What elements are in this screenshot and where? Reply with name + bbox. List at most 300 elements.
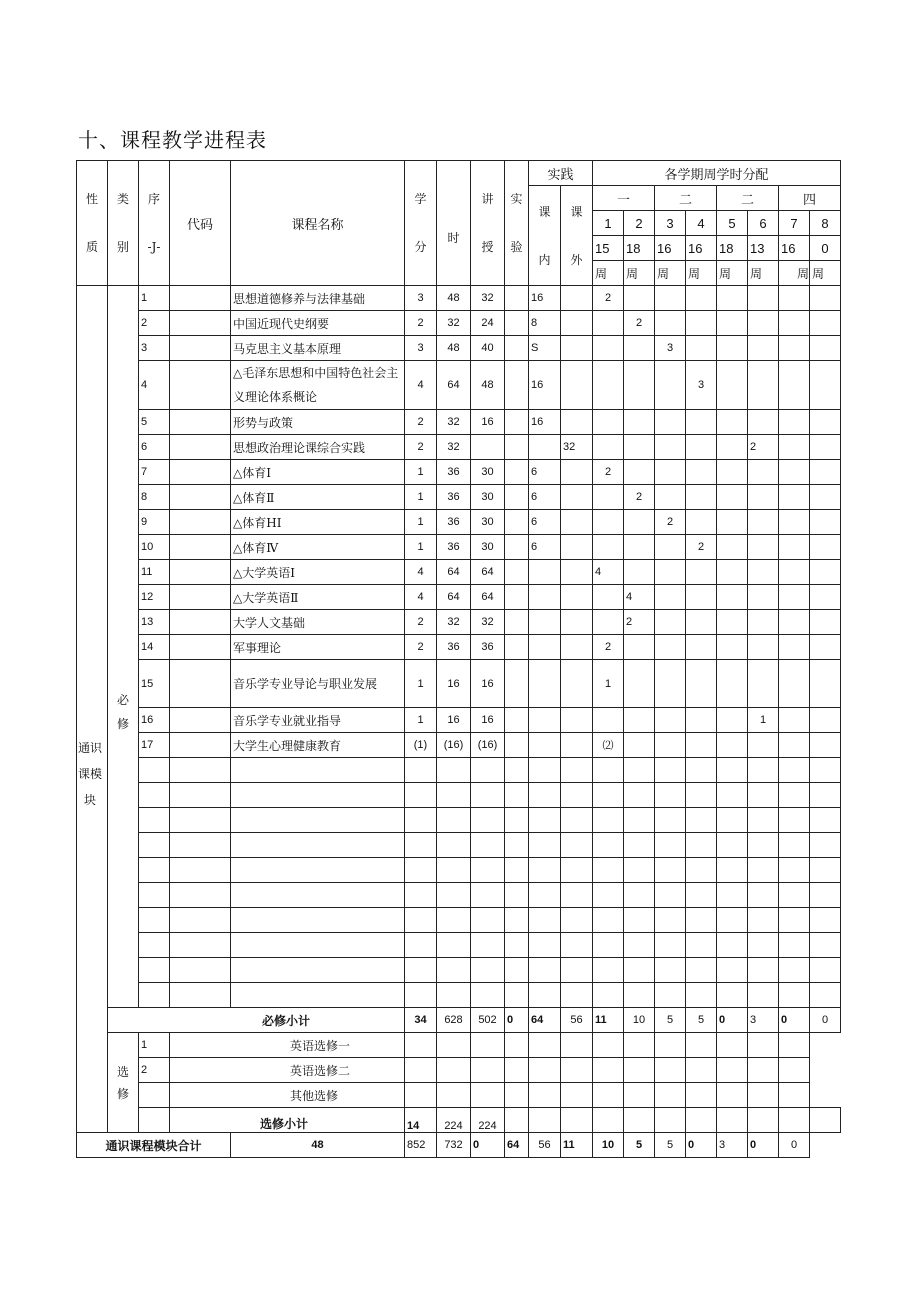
empty-cell xyxy=(655,983,686,1008)
course-experiment xyxy=(505,485,529,510)
course-term-hours xyxy=(655,485,686,510)
term-week-unit: 周 xyxy=(748,261,779,286)
empty-cell xyxy=(810,808,841,833)
course-credit: 1 xyxy=(405,510,437,535)
empty-cell xyxy=(437,933,471,958)
course-name: △毛泽东思想和中国特色社会主义理论体系概论 xyxy=(231,361,405,410)
empty-cell xyxy=(810,908,841,933)
course-term-hours xyxy=(593,585,624,610)
empty-cell xyxy=(593,958,624,983)
course-term-hours xyxy=(748,510,779,535)
course-lecture: 16 xyxy=(471,660,505,708)
course-term-hours xyxy=(624,286,655,311)
course-term-hours xyxy=(593,336,624,361)
empty-cell xyxy=(655,808,686,833)
empty-cell xyxy=(437,883,471,908)
course-term-hours xyxy=(810,708,841,733)
course-term-hours xyxy=(686,286,717,311)
empty-cell xyxy=(655,958,686,983)
empty-cell xyxy=(139,808,170,833)
module-label: 通识课模块 xyxy=(77,286,108,1133)
course-name: 中国近现代史纲要 xyxy=(231,311,405,336)
total-experiment: 0 xyxy=(471,1133,505,1158)
course-term-hours xyxy=(779,635,810,660)
empty-cell xyxy=(624,1108,655,1133)
empty-cell xyxy=(810,783,841,808)
course-term-hours: 2 xyxy=(624,610,655,635)
elective-row xyxy=(77,1058,841,1083)
empty-cell xyxy=(561,1033,593,1058)
empty-cell xyxy=(717,983,748,1008)
subtotal-practice-in: 64 xyxy=(529,1008,561,1033)
course-term-hours xyxy=(779,311,810,336)
empty-cell xyxy=(170,858,231,883)
empty-cell xyxy=(748,958,779,983)
course-term-hours xyxy=(779,660,810,708)
empty-cell xyxy=(437,983,471,1008)
empty-cell xyxy=(471,908,505,933)
course-code xyxy=(170,560,231,585)
empty-cell xyxy=(505,1033,529,1058)
empty-cell xyxy=(624,958,655,983)
course-experiment xyxy=(505,510,529,535)
course-term-hours xyxy=(810,733,841,758)
course-lecture: 30 xyxy=(471,485,505,510)
empty-cell xyxy=(779,808,810,833)
empty-cell xyxy=(231,808,405,833)
course-practice-out xyxy=(561,660,593,708)
empty-cell xyxy=(529,808,561,833)
course-term-hours xyxy=(779,708,810,733)
empty-cell xyxy=(437,1033,471,1058)
term-number: 3 xyxy=(655,211,686,236)
empty-cell xyxy=(231,983,405,1008)
course-term-hours xyxy=(655,660,686,708)
course-term-hours xyxy=(717,435,748,460)
course-practice-in: S xyxy=(529,336,561,361)
course-practice-in: 16 xyxy=(529,286,561,311)
required-label: 必 修 xyxy=(108,286,139,1008)
empty-cell xyxy=(405,983,437,1008)
elective-code xyxy=(170,1033,405,1058)
term-number: 1 xyxy=(593,211,624,236)
subtotal-practice-out: 56 xyxy=(561,1008,593,1033)
course-practice-out xyxy=(561,485,593,510)
empty-cell xyxy=(505,983,529,1008)
course-term-hours xyxy=(686,485,717,510)
course-term-hours xyxy=(810,311,841,336)
empty-cell xyxy=(686,783,717,808)
empty-cell xyxy=(717,933,748,958)
elective-name: 英语选修一 xyxy=(290,1038,351,1053)
course-lecture: 64 xyxy=(471,560,505,585)
empty-cell xyxy=(561,1058,593,1083)
course-term-hours xyxy=(717,660,748,708)
term-week-count: 16 xyxy=(686,236,717,261)
course-lecture: 30 xyxy=(471,510,505,535)
term-week-count: 18 xyxy=(717,236,748,261)
empty-cell xyxy=(471,833,505,858)
header-seq: 序 -J- xyxy=(139,161,170,286)
course-term-hours xyxy=(593,361,624,410)
empty-cell xyxy=(748,983,779,1008)
empty-cell xyxy=(810,983,841,1008)
empty-cell xyxy=(779,958,810,983)
subtotal-term-hours: 5 xyxy=(686,1008,717,1033)
course-hours: 36 xyxy=(437,535,471,560)
empty-cell xyxy=(717,1058,748,1083)
course-experiment xyxy=(505,660,529,708)
course-lecture: 40 xyxy=(471,336,505,361)
course-seq: 16 xyxy=(139,708,170,733)
empty-cell xyxy=(810,833,841,858)
course-schedule-table xyxy=(76,160,841,1158)
course-experiment xyxy=(505,336,529,361)
empty-cell xyxy=(810,883,841,908)
total-term-hours: 0 xyxy=(779,1133,810,1158)
empty-cell xyxy=(655,1083,686,1108)
course-credit: 1 xyxy=(405,708,437,733)
course-practice-in xyxy=(529,635,561,660)
empty-cell xyxy=(505,783,529,808)
course-row xyxy=(77,286,841,311)
subtotal-term-hours: 10 xyxy=(624,1008,655,1033)
course-experiment xyxy=(505,733,529,758)
total-term-hours: 0 xyxy=(686,1133,717,1158)
empty-cell xyxy=(779,1058,810,1083)
empty-cell xyxy=(748,1033,779,1058)
empty-cell xyxy=(505,758,529,783)
empty-cell xyxy=(717,808,748,833)
empty-cell xyxy=(471,783,505,808)
header-semester-distribution: 各学期周学时分配 xyxy=(593,161,841,186)
total-term-hours: 3 xyxy=(717,1133,748,1158)
course-name: 大学人文基础 xyxy=(231,610,405,635)
subtotal-term-hours: 0 xyxy=(810,1008,841,1033)
course-term-hours xyxy=(717,410,748,435)
empty-cell xyxy=(593,933,624,958)
term-week-count: 15 xyxy=(593,236,624,261)
total-term-hours: 0 xyxy=(748,1133,779,1158)
empty-cell xyxy=(686,833,717,858)
subtotal-term-hours: 0 xyxy=(717,1008,748,1033)
empty-row xyxy=(77,958,841,983)
empty-cell xyxy=(505,933,529,958)
term-number: 5 xyxy=(717,211,748,236)
course-term-hours xyxy=(810,336,841,361)
course-term-hours xyxy=(779,485,810,510)
empty-cell xyxy=(231,858,405,883)
course-term-hours xyxy=(810,535,841,560)
course-term-hours xyxy=(655,585,686,610)
course-term-hours: 2 xyxy=(624,485,655,510)
course-code xyxy=(170,410,231,435)
empty-cell xyxy=(561,808,593,833)
course-term-hours xyxy=(655,435,686,460)
course-experiment xyxy=(505,286,529,311)
course-practice-out xyxy=(561,510,593,535)
course-term-hours xyxy=(748,560,779,585)
empty-cell xyxy=(139,983,170,1008)
course-seq: 7 xyxy=(139,460,170,485)
required-subtotal-label: 必修小计 xyxy=(108,1008,405,1033)
course-lecture: (16) xyxy=(471,733,505,758)
empty-cell xyxy=(748,1108,779,1133)
course-term-hours xyxy=(810,635,841,660)
empty-cell xyxy=(717,833,748,858)
course-code xyxy=(170,361,231,410)
elective-row xyxy=(77,1033,841,1058)
course-row xyxy=(77,560,841,585)
elective-label: 选 修 xyxy=(108,1033,139,1133)
empty-cell xyxy=(655,1108,686,1133)
empty-row xyxy=(77,783,841,808)
course-practice-in: 16 xyxy=(529,410,561,435)
empty-cell xyxy=(139,958,170,983)
course-term-hours xyxy=(624,510,655,535)
empty-cell xyxy=(561,908,593,933)
elective-subtotal-row xyxy=(77,1108,841,1133)
empty-cell xyxy=(624,933,655,958)
course-practice-out xyxy=(561,361,593,410)
empty-cell xyxy=(471,983,505,1008)
empty-cell xyxy=(655,1033,686,1058)
empty-cell xyxy=(231,758,405,783)
course-term-hours xyxy=(593,535,624,560)
empty-cell xyxy=(779,1033,810,1058)
course-term-hours xyxy=(686,660,717,708)
empty-cell xyxy=(810,958,841,983)
empty-cell xyxy=(405,783,437,808)
course-term-hours xyxy=(717,510,748,535)
course-term-hours xyxy=(748,485,779,510)
empty-cell xyxy=(139,933,170,958)
empty-cell xyxy=(593,983,624,1008)
empty-cell xyxy=(405,908,437,933)
empty-cell xyxy=(561,883,593,908)
empty-row xyxy=(77,858,841,883)
course-name: 音乐学专业导论与职业发展 xyxy=(231,660,405,708)
elective-subtotal-lecture: 224 xyxy=(471,1108,505,1133)
empty-cell xyxy=(593,758,624,783)
course-row xyxy=(77,733,841,758)
course-practice-out: 32 xyxy=(561,435,593,460)
elective-code xyxy=(170,1058,405,1083)
course-term-hours xyxy=(717,311,748,336)
elective-seq xyxy=(139,1083,170,1108)
header-practice-in: 课 内 xyxy=(529,186,561,286)
course-term-hours xyxy=(779,610,810,635)
empty-cell xyxy=(748,783,779,808)
course-practice-out xyxy=(561,733,593,758)
course-term-hours xyxy=(717,708,748,733)
empty-cell xyxy=(471,958,505,983)
course-term-hours xyxy=(779,510,810,535)
course-term-hours: 2 xyxy=(686,535,717,560)
course-seq: 8 xyxy=(139,485,170,510)
empty-cell xyxy=(170,808,231,833)
course-credit: 4 xyxy=(405,585,437,610)
course-row xyxy=(77,635,841,660)
empty-cell xyxy=(471,1058,505,1083)
empty-cell xyxy=(505,908,529,933)
course-name: 马克思主义基本原理 xyxy=(231,336,405,361)
empty-cell xyxy=(779,758,810,783)
course-term-hours xyxy=(810,435,841,460)
empty-cell xyxy=(593,1058,624,1083)
empty-cell xyxy=(624,858,655,883)
course-term-hours xyxy=(593,485,624,510)
elective-seq: 2 xyxy=(139,1058,170,1083)
course-code xyxy=(170,336,231,361)
empty-cell xyxy=(231,783,405,808)
empty-row xyxy=(77,908,841,933)
course-term-hours xyxy=(810,585,841,610)
empty-cell xyxy=(505,1058,529,1083)
course-term-hours: 2 xyxy=(593,460,624,485)
empty-cell xyxy=(686,1033,717,1058)
course-term-hours xyxy=(655,560,686,585)
course-term-hours xyxy=(748,410,779,435)
course-term-hours xyxy=(748,610,779,635)
course-term-hours xyxy=(810,610,841,635)
course-term-hours xyxy=(779,560,810,585)
course-hours: 36 xyxy=(437,460,471,485)
course-practice-out xyxy=(561,410,593,435)
course-hours: 16 xyxy=(437,708,471,733)
course-seq: 12 xyxy=(139,585,170,610)
course-row xyxy=(77,460,841,485)
course-credit: 2 xyxy=(405,410,437,435)
course-hours: 36 xyxy=(437,635,471,660)
course-term-hours xyxy=(686,635,717,660)
empty-cell xyxy=(717,908,748,933)
header-course-name: 课程名称 xyxy=(231,161,405,286)
course-practice-out xyxy=(561,286,593,311)
elective-name: 英语选修二 xyxy=(290,1063,351,1078)
term-number: 2 xyxy=(624,211,655,236)
course-term-hours xyxy=(810,560,841,585)
course-practice-in: 16 xyxy=(529,361,561,410)
course-term-hours xyxy=(655,460,686,485)
course-term-hours xyxy=(593,708,624,733)
empty-cell xyxy=(624,1058,655,1083)
course-name: △体育Ⅳ xyxy=(231,535,405,560)
empty-cell xyxy=(405,858,437,883)
course-practice-in: 8 xyxy=(529,311,561,336)
course-term-hours: 3 xyxy=(686,361,717,410)
empty-cell xyxy=(779,858,810,883)
course-seq: 11 xyxy=(139,560,170,585)
course-term-hours xyxy=(717,286,748,311)
empty-cell xyxy=(170,833,231,858)
course-experiment xyxy=(505,361,529,410)
header-year-4: 四 xyxy=(779,186,841,211)
empty-cell xyxy=(810,933,841,958)
course-term-hours xyxy=(655,635,686,660)
course-term-hours xyxy=(748,585,779,610)
course-hours: 36 xyxy=(437,485,471,510)
total-term-hours: 11 xyxy=(561,1133,593,1158)
empty-cell xyxy=(686,983,717,1008)
term-week-unit: 周 xyxy=(779,261,810,286)
empty-cell xyxy=(779,933,810,958)
empty-cell xyxy=(529,958,561,983)
empty-cell xyxy=(437,908,471,933)
course-experiment xyxy=(505,311,529,336)
empty-cell xyxy=(810,758,841,783)
term-week-count: 0 xyxy=(810,236,841,261)
course-row xyxy=(77,410,841,435)
subtotal-term-hours: 3 xyxy=(748,1008,779,1033)
course-hours: 48 xyxy=(437,286,471,311)
course-lecture: 24 xyxy=(471,311,505,336)
course-credit: (1) xyxy=(405,733,437,758)
empty-cell xyxy=(405,883,437,908)
empty-cell xyxy=(471,808,505,833)
course-term-hours xyxy=(779,460,810,485)
empty-cell xyxy=(561,783,593,808)
empty-cell xyxy=(779,1108,810,1133)
course-term-hours xyxy=(655,361,686,410)
elective-subtotal-credit: 14 xyxy=(405,1108,437,1133)
empty-cell xyxy=(686,1058,717,1083)
course-practice-out xyxy=(561,311,593,336)
course-term-hours xyxy=(655,708,686,733)
course-term-hours xyxy=(686,510,717,535)
course-practice-out xyxy=(561,585,593,610)
empty-cell xyxy=(405,833,437,858)
empty-cell xyxy=(686,1083,717,1108)
empty-cell xyxy=(686,758,717,783)
course-term-hours xyxy=(717,560,748,585)
empty-cell xyxy=(779,833,810,858)
course-seq: 10 xyxy=(139,535,170,560)
course-term-hours xyxy=(686,410,717,435)
course-credit: 1 xyxy=(405,660,437,708)
empty-cell xyxy=(717,1083,748,1108)
empty-cell xyxy=(593,1083,624,1108)
header-year-3: 二 xyxy=(717,186,779,211)
empty-cell xyxy=(231,958,405,983)
course-code xyxy=(170,311,231,336)
term-week-unit: 周 xyxy=(593,261,624,286)
course-practice-out xyxy=(561,460,593,485)
course-code xyxy=(170,660,231,708)
course-term-hours: 2 xyxy=(624,311,655,336)
course-code xyxy=(170,585,231,610)
empty-cell xyxy=(686,933,717,958)
course-code xyxy=(170,460,231,485)
empty-cell xyxy=(624,1083,655,1108)
course-term-hours xyxy=(748,286,779,311)
course-row xyxy=(77,361,841,410)
empty-cell xyxy=(624,833,655,858)
course-lecture: 64 xyxy=(471,585,505,610)
course-credit: 4 xyxy=(405,361,437,410)
empty-cell xyxy=(624,783,655,808)
empty-cell xyxy=(405,933,437,958)
empty-cell xyxy=(405,1083,437,1108)
course-hours: 32 xyxy=(437,610,471,635)
course-term-hours xyxy=(655,733,686,758)
empty-cell xyxy=(529,833,561,858)
empty-cell xyxy=(231,933,405,958)
empty-cell xyxy=(471,883,505,908)
empty-cell xyxy=(810,1108,841,1133)
course-name: 大学生心理健康教育 xyxy=(231,733,405,758)
term-week-count: 16 xyxy=(655,236,686,261)
